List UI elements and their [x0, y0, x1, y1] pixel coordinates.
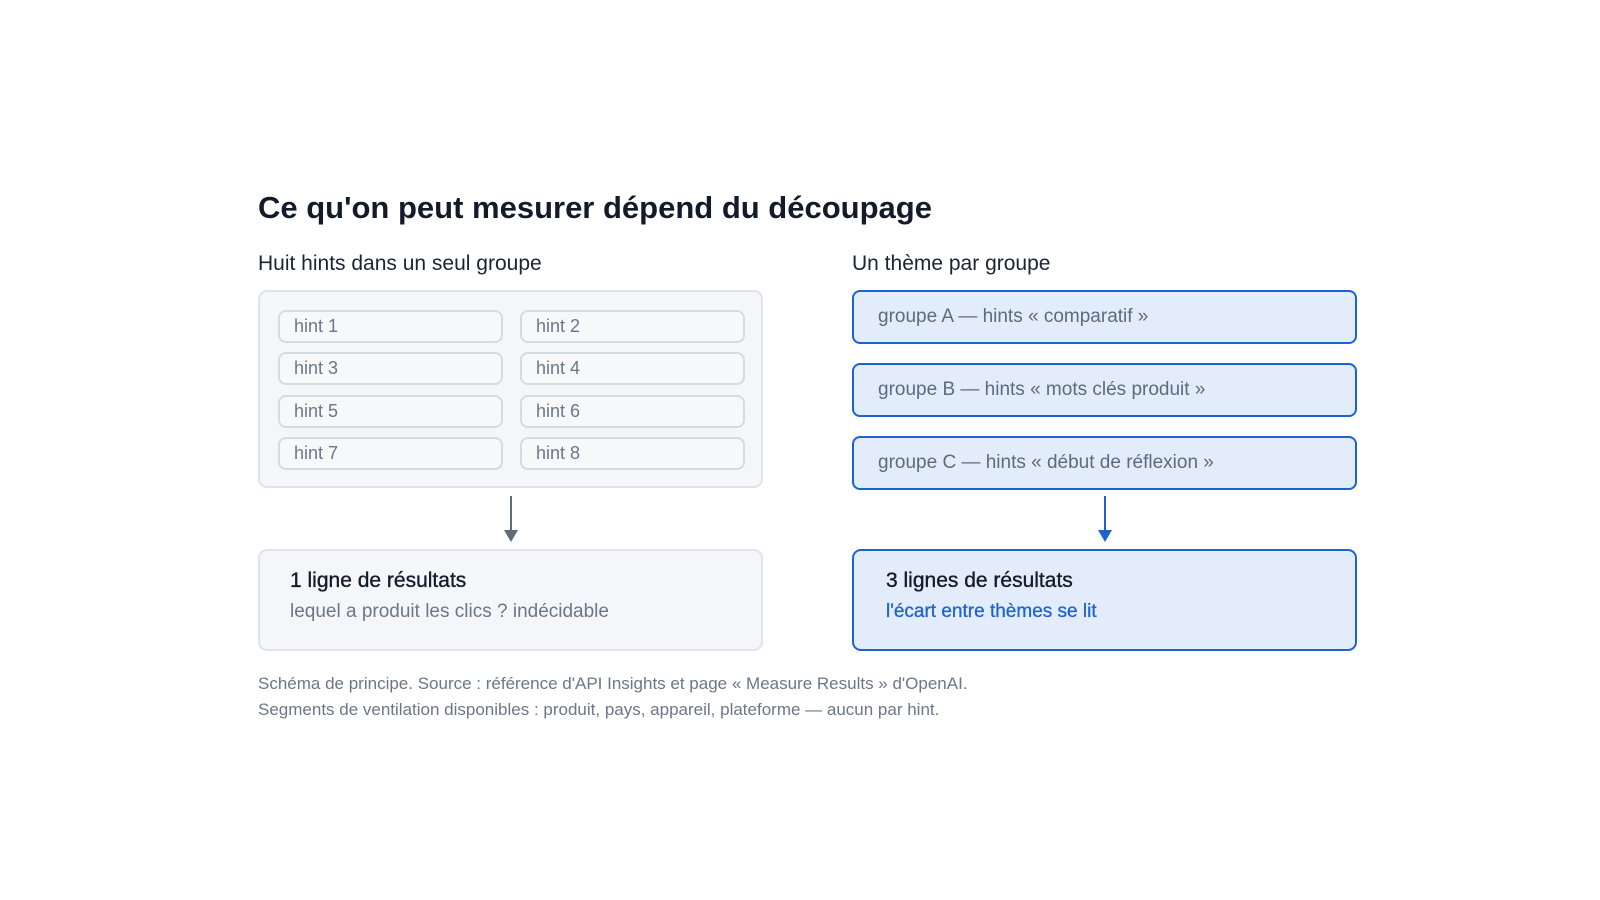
theme-group-c: groupe C — hints « début de réflexion »	[852, 436, 1357, 490]
single-group-result	[258, 549, 763, 651]
result-title: 3 lignes de résultats	[886, 569, 1073, 592]
arrow-down-icon	[503, 496, 519, 544]
right-column-heading: Un thème par groupe	[852, 252, 1051, 275]
hint-chip: hint 2	[520, 310, 745, 343]
hint-chip: hint 3	[278, 352, 503, 385]
hint-chip: hint 6	[520, 395, 745, 428]
left-column-heading: Huit hints dans un seul groupe	[258, 252, 542, 275]
result-subtitle: lequel a produit les clics ? indécidable	[290, 601, 609, 622]
per-theme-result	[852, 549, 1357, 651]
caption-line: Segments de ventilation disponibles : produit, pays, appareil, plateforme — aucun par hint.	[258, 700, 940, 719]
result-title: 1 ligne de résultats	[290, 569, 467, 592]
theme-group-a: groupe A — hints « comparatif »	[852, 290, 1357, 344]
theme-group-b: groupe B — hints « mots clés produit »	[852, 363, 1357, 417]
hint-chip: hint 5	[278, 395, 503, 428]
arrow-down-icon	[1097, 496, 1113, 544]
hint-chip: hint 7	[278, 437, 503, 470]
hint-chip: hint 1	[278, 310, 503, 343]
hint-chip: hint 8	[520, 437, 745, 470]
result-subtitle: l'écart entre thèmes se lit	[886, 601, 1097, 622]
diagram-title: Ce qu'on peut mesurer dépend du découpage	[258, 190, 932, 225]
hint-chip: hint 4	[520, 352, 745, 385]
single-hint-group	[258, 290, 763, 488]
caption-line: Schéma de principe. Source : référence d'API Insights et page « Measure Results » d'OpenAI.	[258, 674, 968, 693]
